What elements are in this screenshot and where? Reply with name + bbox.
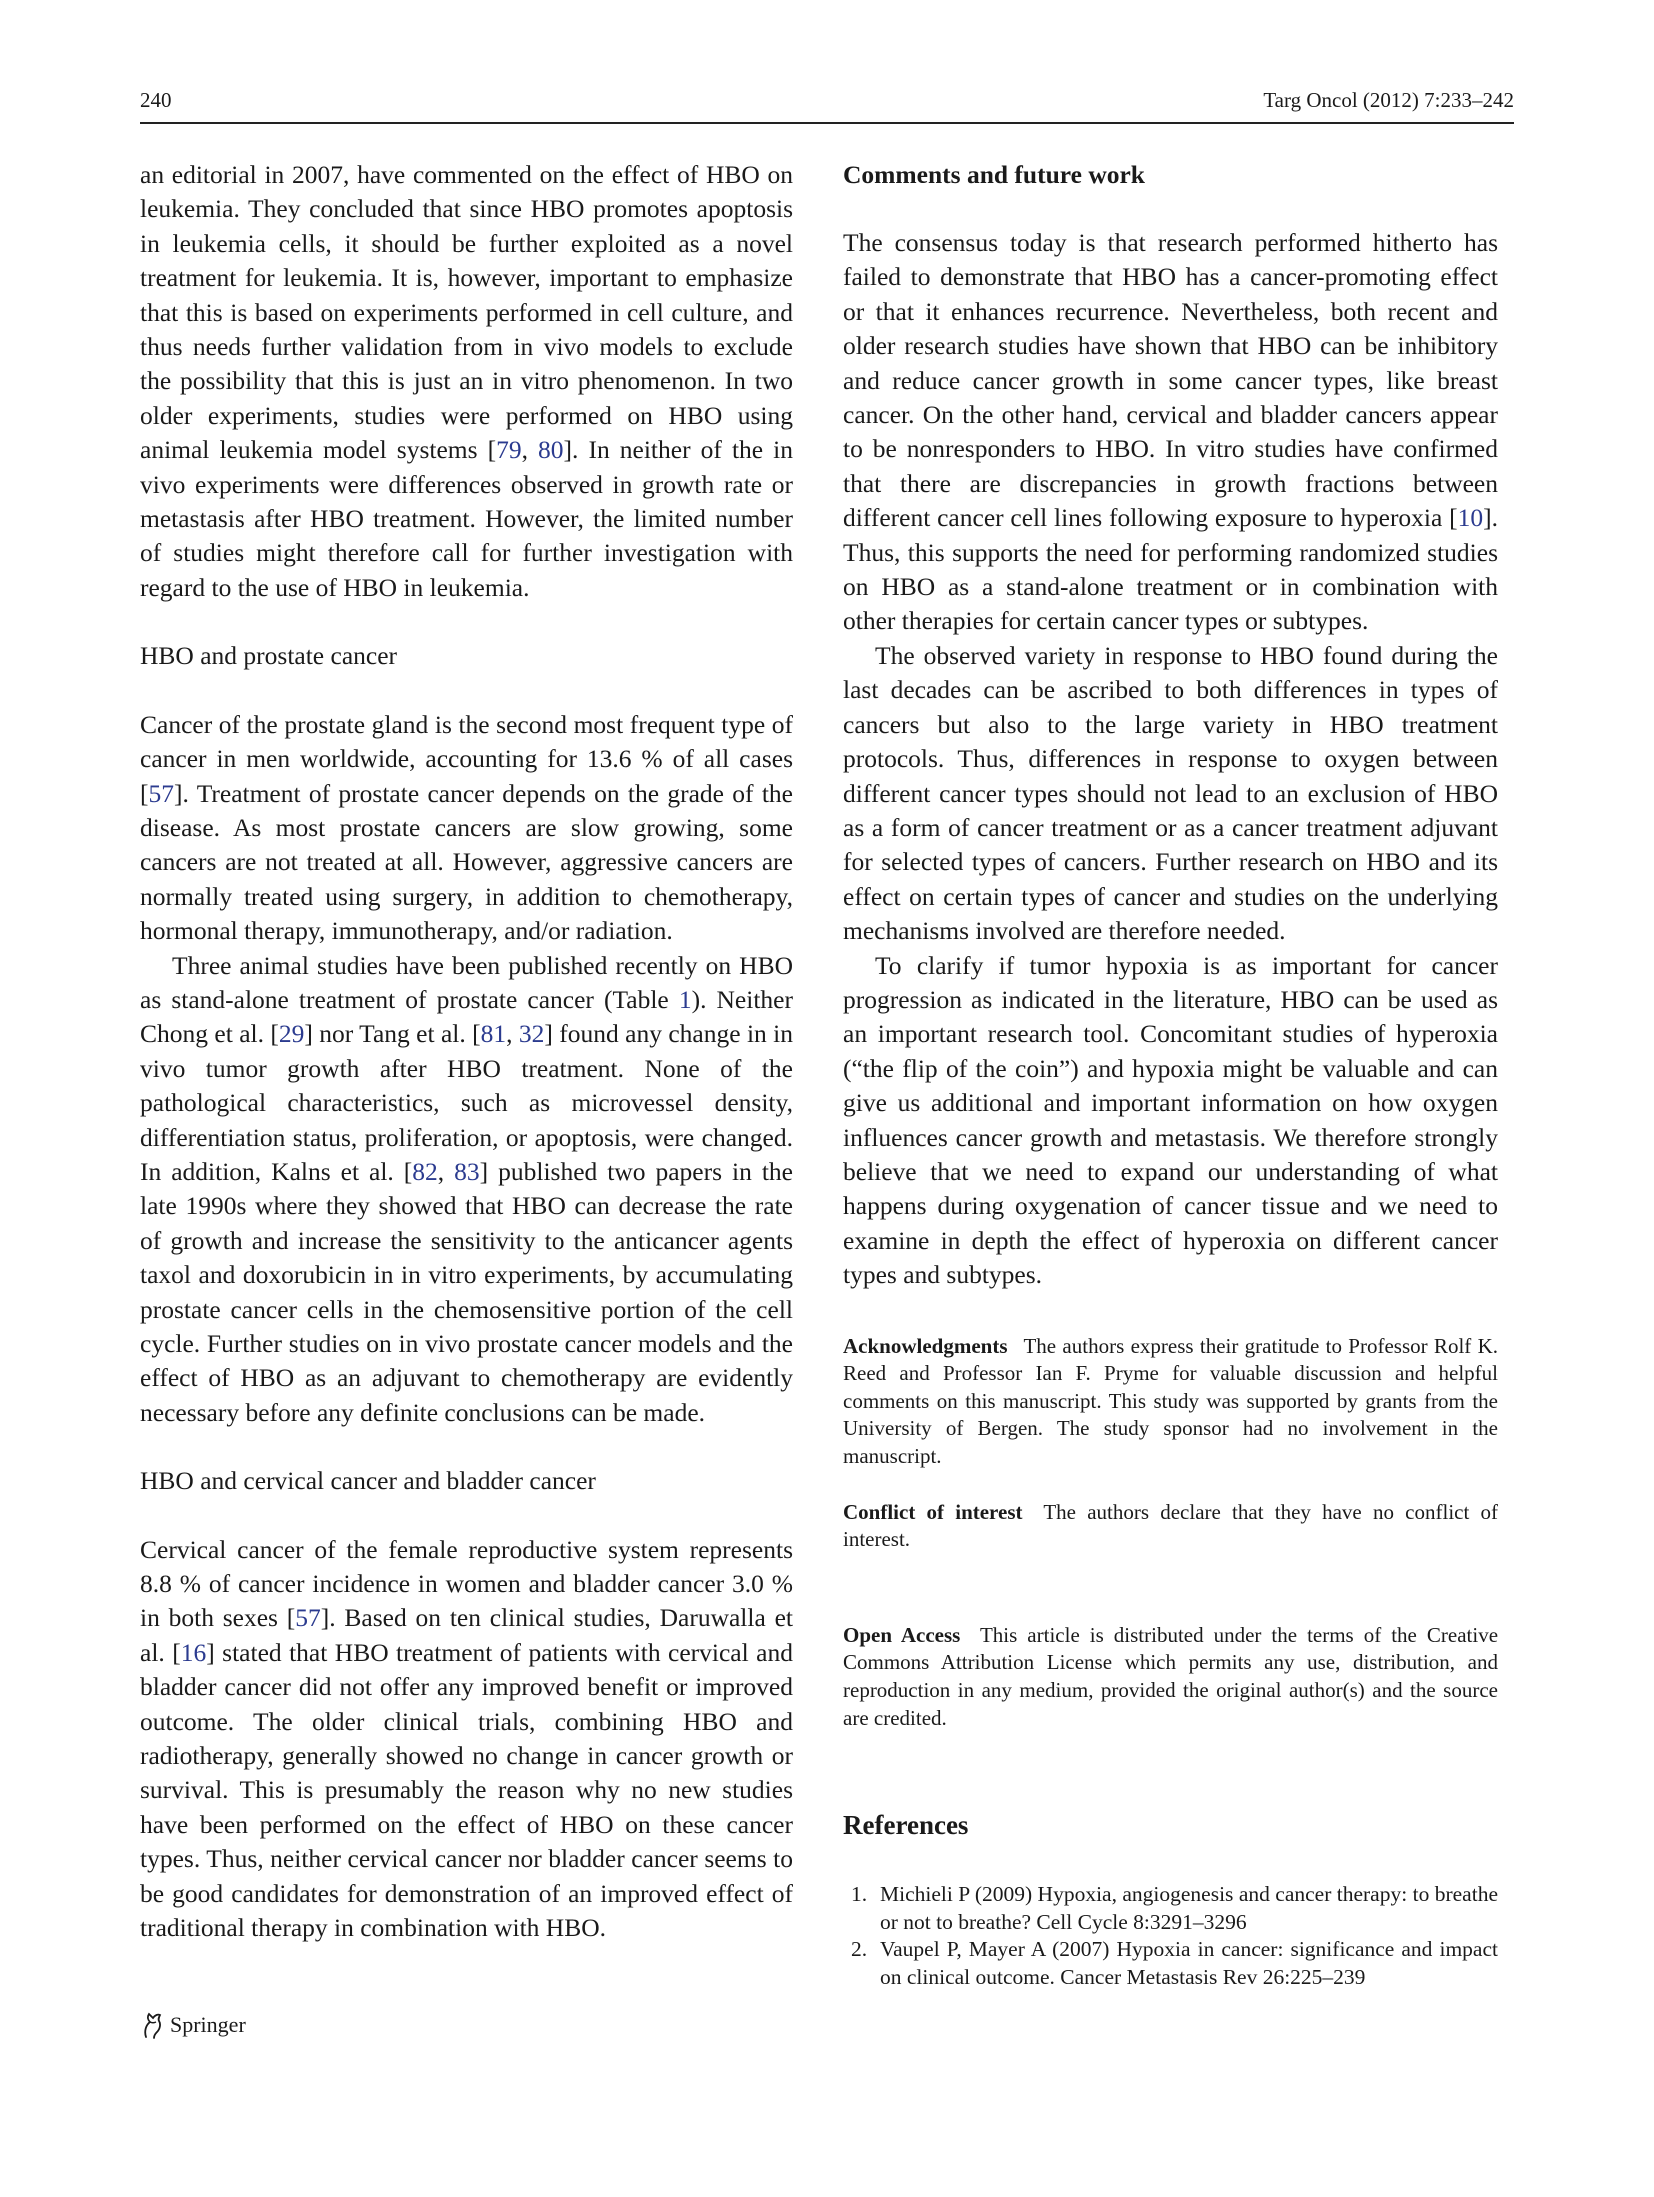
paragraph xyxy=(140,949,793,1431)
reference-list xyxy=(843,1881,1498,1991)
subsection-heading-prostate: HBO and prostate cancer xyxy=(140,641,398,671)
reference-text: Vaupel P, Mayer A (2007) Hypoxia in cancer: significance and impact on clinical outcome. Cancer Metastasis Rev 26:225–239 xyxy=(880,1937,1498,1989)
paragraph xyxy=(140,158,793,605)
reference-item xyxy=(843,1881,1498,1936)
text-run: Cancer of the prostate gland is the second most frequent type of cancer in men worldwide, accounting for 13.6 % of all cases [ xyxy=(140,709,793,808)
publisher-footer xyxy=(140,2011,246,2039)
left-column xyxy=(140,158,793,1946)
citation-link[interactable]: 57 xyxy=(148,778,174,808)
conflict-of-interest-text: The authors declare that they have no conflict of interest. xyxy=(843,1499,1499,1552)
citation-link[interactable]: 82 xyxy=(412,1156,438,1186)
text-run: ] stated that HBO treatment of patients with cervical and bladder cancer did not offer any improved benefit or improved outcome. The older clinical trials, combining HBO and radiotherapy, generally showed no change in cancer growth or survival. This is presumably the reason why no new studies have been performed on the effect of HBO on these cancer types. Thus, neither cervical cancer nor bladder cancer seems to be good candidates for demonstration of an improved effect of traditional therapy in combination with HBO. xyxy=(140,1637,793,1943)
reference-text: Michieli P (2009) Hypoxia, angiogenesis and cancer therapy: to breathe or not to breathe? Cell Cycle 8:3291–3296 xyxy=(880,1882,1498,1934)
acknowledgments-text: The authors express their gratitude to Professor Rolf K. Reed and Professor Ian F. Pryme for valuable discussion and helpful comments on this manuscript. This study was supported by grants from the University of Bergen. The study sponsor had no involvement in the manuscript. xyxy=(843,1333,1499,1468)
page-number: 240 xyxy=(140,88,172,112)
text-run: , xyxy=(506,1019,519,1049)
text-run: Three animal studies have been published recently on HBO as stand-alone treatment of prostate cancer (Table xyxy=(140,950,793,1014)
subsection-heading-cervical: HBO and cervical cancer and bladder cancer xyxy=(140,1466,596,1496)
citation-link[interactable]: 79 xyxy=(496,435,522,465)
paragraph xyxy=(843,226,1498,639)
citation-link[interactable]: 16 xyxy=(180,1637,207,1667)
text-run: The consensus today is that research performed hitherto has failed to demonstrate that HBO has a cancer-promoting effect or that it enhances recurrence. Nevertheless, both recent and older research studies have shown that HBO can be inhibitory and reduce cancer growth in some cancer types, like breast cancer. On the other hand, cervical and bladder cancers appear to be nonresponders to HBO. In vitro studies have confirmed that there are discrepancies in growth fractions between different cancer cell lines following exposure to hyperoxia [ xyxy=(843,228,1498,533)
text-run: ]. Thus, this supports the need for performing randomized studies on HBO as a stand-alone treatment or in combination with other therapies for certain cancer types or subtypes. xyxy=(843,503,1498,636)
paragraph xyxy=(843,639,1498,949)
text-run: Cervical cancer of the female reproductive system represents 8.8 % of cancer incidence in women and bladder cancer 3.0 % in both sexes [ xyxy=(140,1534,793,1633)
citation-link[interactable]: 83 xyxy=(454,1156,480,1186)
text-run: ]. In neither of the in vivo experiments were differences observed in growth rate or metastasis after HBO treatment. However, the limited number of studies might therefore call for further investigation with regard to the use of HBO in leukemia. xyxy=(140,435,794,602)
springer-horse-icon xyxy=(140,2011,164,2039)
text-run: ] nor Tang et al. [ xyxy=(304,1019,481,1049)
open-access-text: This article is distributed under the terms of the Creative Commons Attribution License which permits any use, distribution, and reproduction in any medium, provided the original author(s) and the source are credited. xyxy=(843,1622,1499,1730)
journal-citation: Targ Oncol (2012) 7:233–242 xyxy=(1263,88,1514,112)
text-run: The observed variety in response to HBO found during the last decades can be ascribed to both differences in types of cancers but also to the large variety in HBO treatment protocols. Thus, differences in response to oxygen between different cancer types should not lead to an exclusion of HBO as a form of cancer treatment or as a cancer treatment adjuvant for selected types of cancers. Further research on HBO and its effect on certain types of cancer and studies on the underlying mechanisms involved are therefore needed. xyxy=(843,640,1498,946)
paragraph xyxy=(140,708,793,949)
text-run: To clarify if tumor hypoxia is as important for cancer progression as indicated in the literature, HBO can be used as an important research tool. Concomitant studies of hyperoxia (“the flip of the coin”) and hypoxia might be valuable and can give us additional and important information on how oxygen influences cancer growth and metastasis. We therefore strongly believe that we need to expand our understanding of what happens during oxygenation of cancer tissue and we need to examine in depth the effect of hyperoxia on different cancer types and subtypes. xyxy=(843,950,1498,1290)
paragraph xyxy=(843,949,1498,1293)
text-run: ]. Based on ten clinical studies, Daruwalla et al. [ xyxy=(140,1603,793,1667)
text-run: , xyxy=(437,1156,455,1186)
citation-link[interactable]: 29 xyxy=(278,1019,305,1049)
running-head xyxy=(140,88,1514,124)
conflict-of-interest xyxy=(843,1499,1498,1554)
citation-link[interactable]: 32 xyxy=(518,1019,545,1049)
conflict-of-interest-label: Conflict of interest xyxy=(843,1499,1023,1524)
citation-link[interactable]: 10 xyxy=(1457,503,1484,533)
open-access-label: Open Access xyxy=(843,1622,961,1647)
open-access xyxy=(843,1622,1498,1732)
right-column xyxy=(843,158,1498,1992)
reference-item xyxy=(843,1936,1498,1991)
acknowledgments-label: Acknowledgments xyxy=(843,1333,1008,1358)
citation-link[interactable]: 1 xyxy=(678,984,692,1014)
section-heading-comments: Comments and future work xyxy=(843,160,1145,189)
citation-link[interactable]: 57 xyxy=(295,1603,321,1633)
text-run: ] published two papers in the late 1990s where they showed that HBO can decrease the rate of growth and increase the sensitivity to the anticancer agents taxol and doxorubicin in in vitro experiments, by accumulating prostate cancer cells in the chemosensitive portion of the cell cycle. Further studies on in vivo prostate cancer models and the effect of HBO as an adjuvant to chemotherapy are evidently necessary before any definite conclusions can be made. xyxy=(140,1156,793,1427)
publisher-name: Springer xyxy=(170,2012,246,2037)
acknowledgments xyxy=(843,1333,1498,1471)
paragraph xyxy=(140,1533,793,1946)
citation-link[interactable]: 81 xyxy=(480,1019,507,1049)
text-run: ]. Treatment of prostate cancer depends on the grade of the disease. As most prostate cancers are slow growing, some cancers are not treated at all. However, aggressive cancers are normally treated using surgery, in addition to chemotherapy, hormonal therapy, immunotherapy, and/or radiation. xyxy=(140,778,793,946)
reference-number: 1. xyxy=(851,1882,868,1907)
references-heading: References xyxy=(843,1810,969,1841)
text-run: an editorial in 2007, have commented on the effect of HBO on leukemia. They concluded that since HBO promotes apoptosis in leukemia cells, it should be further exploited as a novel treatment for leukemia. It is, however, important to emphasize that this is based on experiments performed in cell culture, and thus needs further validation from in vivo models to exclude the possibility that this is just an in vitro phenomenon. In two older experiments, studies were performed on HBO using animal leukemia model systems [ xyxy=(140,160,793,465)
reference-number: 2. xyxy=(851,1937,868,1962)
text-run: ] found any change in in vivo tumor growth after HBO treatment. None of the pathological characteristics, such as microvessel density, differentiation status, proliferation, or apoptosis, were changed. In addition, Kalns et al. [ xyxy=(140,1019,794,1186)
text-run: ). Neither Chong et al. [ xyxy=(140,984,793,1049)
text-run: , xyxy=(521,435,539,465)
citation-link[interactable]: 80 xyxy=(538,435,564,465)
